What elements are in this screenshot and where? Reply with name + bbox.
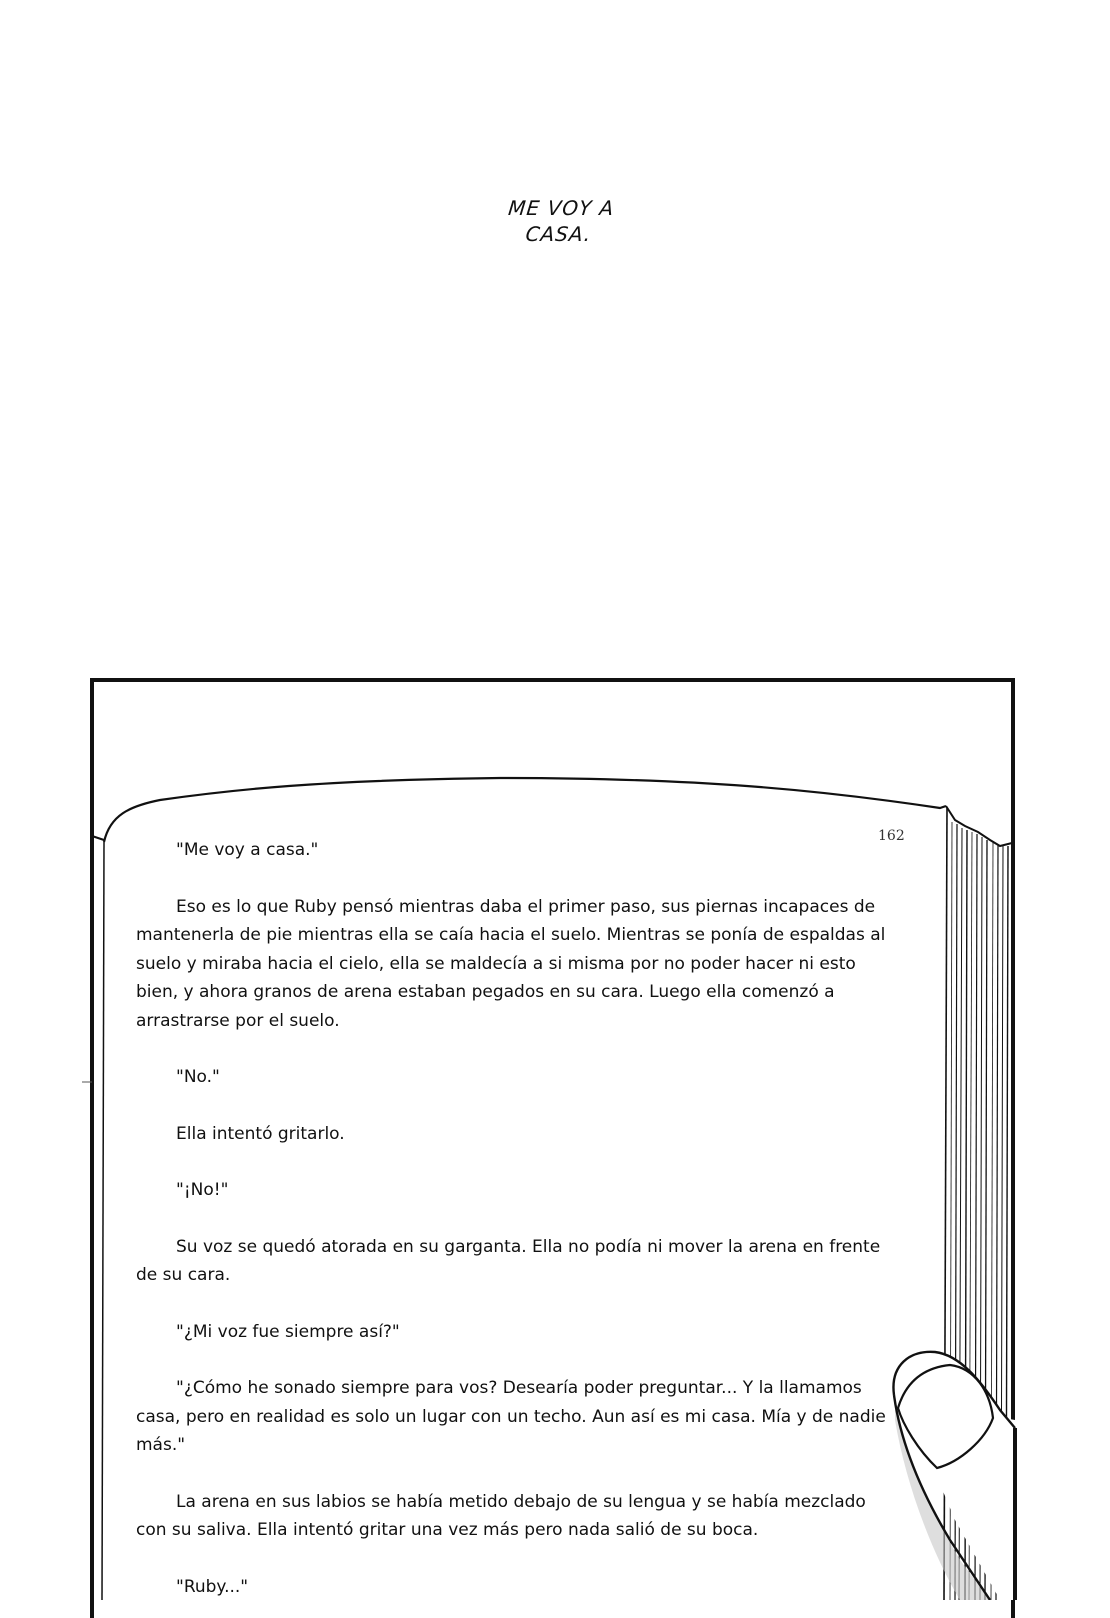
page-left-edge (102, 842, 104, 1600)
paragraph: "¿Mi voz fue siempre así?" (176, 1321, 400, 1342)
paragraph: "Me voy a casa." (176, 840, 319, 860)
paragraph: Su voz se quedó atorada en su garganta. Ella no podía ni mover la arena en frente de su cara. (136, 1236, 881, 1285)
paragraph: "¿Cómo he sonado siempre para vos? Desearía poder preguntar... Y la llamamos casa, pero en realidad es solo un lugar con un techo. Aun así es mi casa. Mía y de nadie más." (136, 1378, 886, 1455)
caption-line-2: CASA. (524, 222, 593, 246)
book-page-text (136, 836, 896, 1601)
paragraph: La arena en sus labios se había metido debajo de su lengua y se había mezclado con su saliva. Ella intentó gritar una vez más pero nada salió de su boca. (136, 1491, 866, 1540)
paragraph: Ella intentó gritarlo. (176, 1123, 345, 1144)
page-top-edge (104, 778, 946, 842)
paragraph: Eso es lo que Ruby pensó mientras daba el primer paso, sus piernas incapaces de mantenerla de pie mientras ella se caía hacia el suelo. Mientras se ponía de espaldas al suelo y miraba hacia el cielo, ella se maldecía a si misma por no poder hacer ni esto bien, y ahora granos de arena estaban pegados en su cara. Luego ella comenzó a arrastrarse por el suelo. (136, 896, 886, 1031)
paragraph: "Ruby..." (176, 1576, 249, 1597)
paragraph: "No." (176, 1067, 220, 1087)
page-number: 162 (878, 828, 905, 844)
caption-line-1: ME VOY A (507, 196, 616, 220)
paragraph: "¡No!" (176, 1180, 229, 1200)
